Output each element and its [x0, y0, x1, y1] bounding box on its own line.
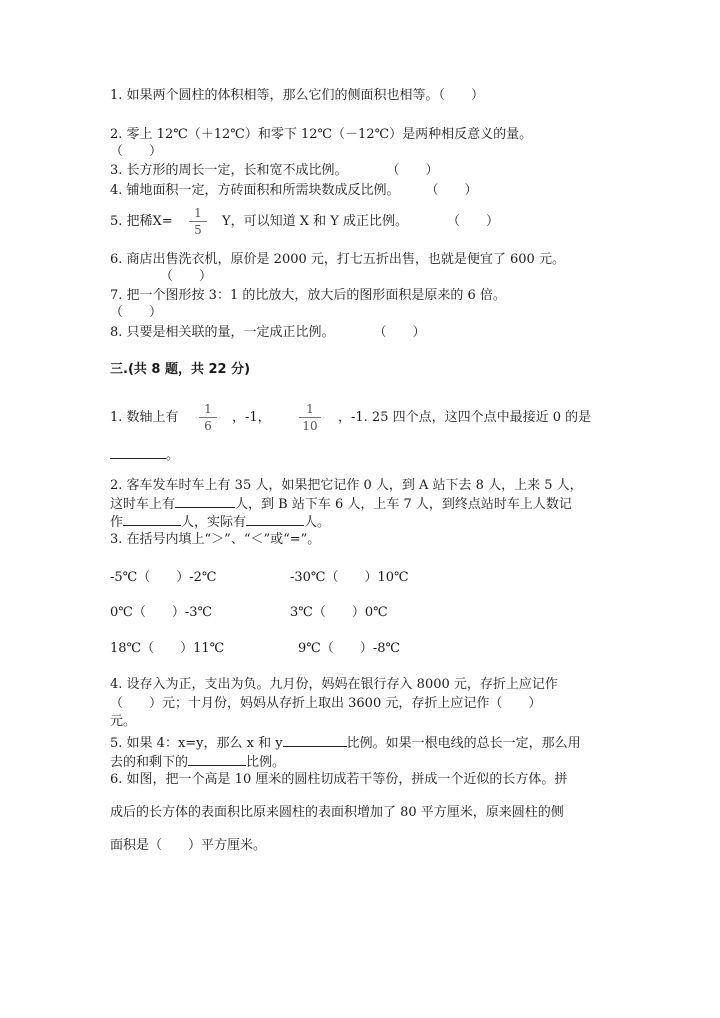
fill-q3-title: 3. 在括号内填上“＞”、“＜”或“=”。	[110, 532, 321, 547]
judge-q2-line2: （ ）	[110, 144, 163, 159]
judge-q1: 1. 如果两个圆柱的体积相等，那么它们的侧面积也相等。（ ）	[110, 88, 485, 103]
fill-q1-part2: ，-1，	[232, 410, 271, 425]
judge-q7-line1: 7. 把一个图形按 3：1 的比放大，放大后的图形面积是原来的 6 倍。	[110, 288, 506, 303]
fill-q4-line3: 元。	[110, 714, 137, 729]
judge-q4: 4. 铺地面积一定，方砖面积和所需块数成反比例。 （ ）	[110, 183, 478, 198]
judge-q3: 3. 长方形的周长一定，长和宽不成比例。 （ ）	[110, 163, 439, 178]
fill-q6-line2: 成后的长方体的表面积比原来圆柱的表面积增加了 80 平方厘米，原来圆柱的侧	[110, 805, 564, 820]
fill-q2-text-c: 作	[110, 515, 124, 530]
fill-q4-line2: （ ）元；十月份，妈妈从存折上取出 3600 元，存折上应记作（ ）	[110, 696, 542, 711]
fill-q2-line2	[110, 495, 572, 513]
fill-q4-line1: 4. 设存入为正，支出为负。九月份，妈妈在银行存入 8000 元，存折上应记作	[110, 677, 558, 692]
fill-q5-line2	[110, 753, 285, 771]
fill-q6-line1: 6. 如图，把一个高是 10 厘米的圆柱切成若干等份，拼成一个近似的长方体。拼	[110, 772, 568, 787]
fill-q5-text-a: 5. 如果 4：x=y，那么 x 和 y	[110, 736, 283, 751]
fill-q5-text-b: 比例。如果一根电线的总长一定，那么用	[346, 736, 581, 751]
fill-q1-part3: ，-1. 25 四个点，这四个点中最接近 0 的是	[338, 410, 592, 425]
fraction-denominator: 10	[302, 419, 318, 433]
fraction-one-tenth	[297, 402, 323, 433]
fill-q2-text-d: 人，实际有	[181, 515, 247, 530]
fill-q2-text-e: 人。	[304, 515, 331, 530]
judge-q8: 8. 只要是相关联的量，一定成正比例。 （ ）	[110, 325, 426, 340]
answer-blank[interactable]	[283, 734, 347, 747]
fraction-denominator: 5	[194, 223, 202, 237]
fill-q5-line1	[110, 734, 581, 752]
compare-r3a: 18℃（ ）11℃	[110, 641, 225, 656]
fraction-one-fifth	[187, 206, 209, 237]
fill-q5-text-c: 去的和剩下的	[110, 755, 189, 770]
compare-r2b: 3℃（ ）0℃	[290, 605, 388, 620]
judge-q6-line1: 6. 商店出售洗衣机，原价是 2000 元，打七五折出售，也就是便宜了 600 元。	[110, 252, 565, 267]
fill-q2-text-b: 人，到 B 站下车 6 人，上车 7 人，到终点站时车上人数记	[235, 497, 572, 512]
answer-blank[interactable]	[123, 513, 181, 526]
fraction-numerator: 1	[306, 402, 314, 416]
fill-q1-end: 。	[166, 448, 180, 463]
compare-r1b: -30℃（ ）10℃	[290, 570, 409, 585]
fill-q2-text-a: 这时车上有	[110, 497, 176, 512]
judge-q7-line2: （ ）	[110, 305, 163, 320]
compare-r3b: 9℃（ ）-8℃	[298, 641, 401, 656]
judge-q5-part1: 5. 把稀X=	[110, 214, 173, 229]
answer-blank[interactable]	[188, 753, 246, 766]
compare-r1a: -5℃（ ）-2℃	[110, 570, 217, 585]
answer-blank[interactable]	[175, 495, 235, 508]
fraction-numerator: 1	[204, 402, 212, 416]
judge-q5-part2: Y，可以知道 X 和 Y 成正比例。 （ ）	[222, 214, 499, 229]
judge-q6-line2: （ ）	[160, 269, 213, 284]
fraction-bar	[189, 221, 207, 222]
fill-q5-text-d: 比例。	[246, 755, 286, 770]
fraction-bar	[299, 417, 321, 418]
fraction-numerator: 1	[194, 206, 202, 220]
fraction-one-sixth	[197, 402, 219, 433]
section-3-title: 三.(共 8 题，共 22 分)	[110, 362, 251, 377]
fill-q1-answer	[110, 446, 179, 464]
fill-q2-line3	[110, 513, 330, 531]
answer-blank[interactable]	[110, 446, 166, 459]
answer-blank[interactable]	[246, 513, 304, 526]
fraction-denominator: 6	[204, 419, 212, 433]
fill-q1-part1: 1. 数轴上有	[110, 410, 179, 425]
fill-q6-line3: 面积是（ ）平方厘米。	[110, 838, 267, 853]
compare-r2a: 0℃（ ）-3℃	[110, 605, 213, 620]
judge-q2-line1: 2. 零上 12℃（＋12℃）和零下 12℃（－12℃）是两种相反意义的量。	[110, 127, 533, 142]
fill-q2-line1: 2. 客车发车时车上有 35 人，如果把它记作 0 人，到 A 站下去 8 人，上来 5 人，	[110, 478, 583, 493]
fraction-bar	[199, 417, 217, 418]
